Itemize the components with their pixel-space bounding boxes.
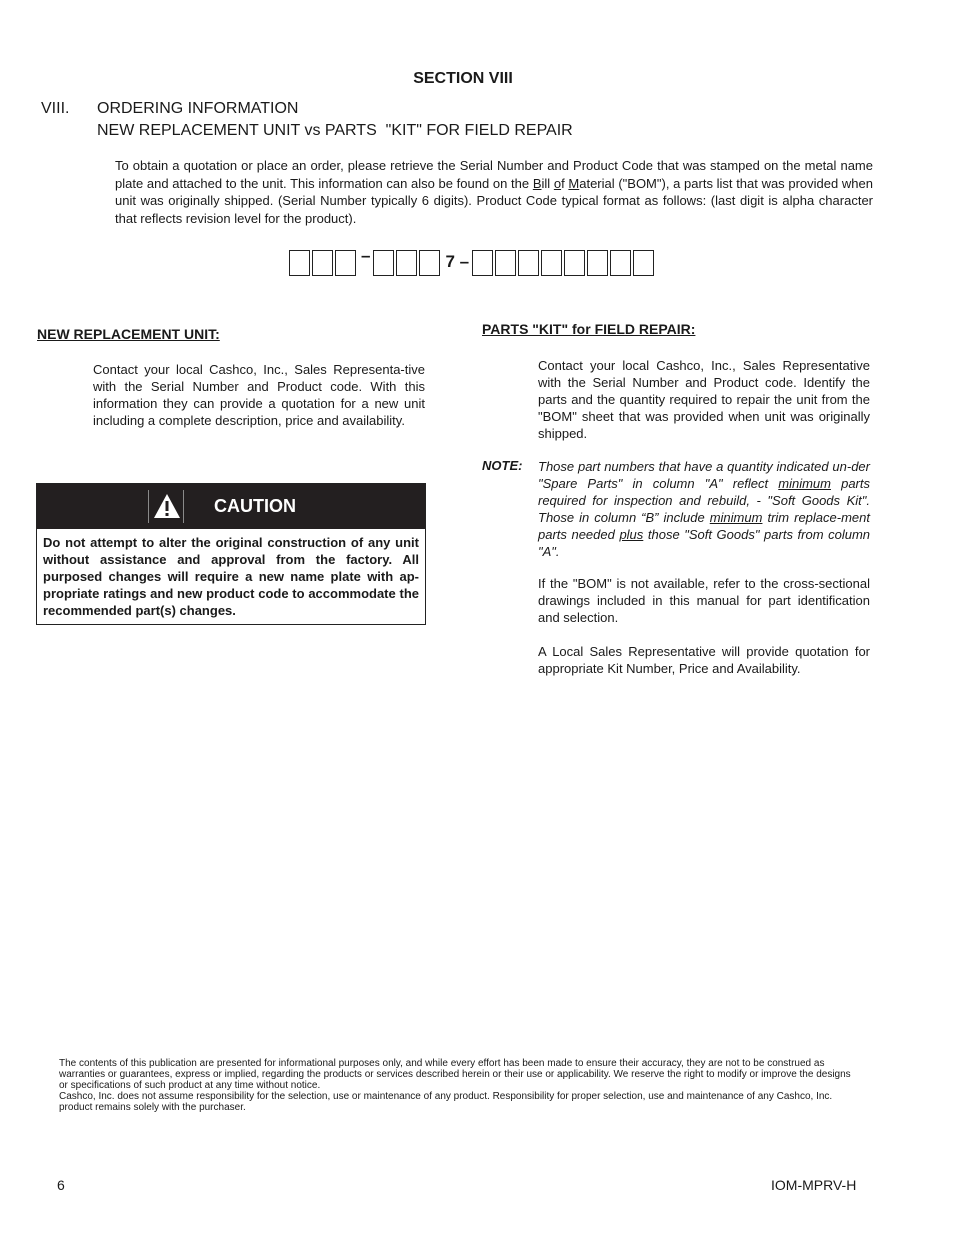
- code-digit-box: [373, 250, 394, 276]
- note-plus: plus: [619, 527, 644, 542]
- caution-header: [37, 484, 425, 529]
- note-minimum-2: minimum: [709, 510, 763, 525]
- parts-kit-body: Contact your local Cashco, Inc., Sales Representative with the Serial Number and Product code. Identify the parts and the quantity required to repair the unit from the "BOM" sheet that was provided when unit was originally shipped.: [538, 358, 870, 441]
- caution-divider-right: [183, 490, 184, 523]
- code-digit-box: [289, 250, 310, 276]
- intro-text: To obtain a quotation or place an order, please retrieve the Serial Number and Product Code that was stamped on the metal name plate and attached to the unit. This information can also be found on the: [115, 158, 873, 191]
- bill-b: B: [532, 175, 542, 191]
- intro-paragraph: [115, 157, 873, 227]
- material-m: M: [568, 175, 580, 191]
- note-text-4: those "Soft Goods" parts from column "A".: [538, 527, 870, 559]
- sales-rep-paragraph: A Local Sales Representative will provide quotation for appropriate Kit Number, Price and Availability.: [538, 644, 870, 676]
- code-digit-box: [419, 250, 440, 276]
- heading-number: VIII.: [41, 100, 70, 117]
- of-o: o: [553, 175, 562, 191]
- note-minimum-1: minimum: [778, 476, 831, 491]
- new-replacement-unit-body: Contact your local Cashco, Inc., Sales Representa-tive with the Serial Number and Product code. With this information they can provide a quotation for a new unit including a complete description, price and availability.: [93, 362, 425, 428]
- note-text-1: Those part numbers that have a quantity indicated un-der "Spare Parts" in column "A" reflect: [538, 459, 870, 491]
- code-digit-box: [633, 250, 654, 276]
- disclaimer-line-1: The contents of this publication are presented for informational purposes only, and while every effort has been made to ensure their accuracy, they are not to be construed as warranties or guarantees, express or implied, regarding the products or services described herein or their use or applicability. We reserve the right to modify or improve the designs or specifications of such product at any time without notice.: [59, 1058, 851, 1091]
- code-digit-box: [335, 250, 356, 276]
- parts-kit-heading: PARTS "KIT" for FIELD REPAIR:: [482, 321, 696, 337]
- code-digit-box: [610, 250, 631, 276]
- caution-title: CAUTION: [214, 496, 296, 516]
- bill-rest: ill: [541, 175, 554, 191]
- code-digit-box: [396, 250, 417, 276]
- note-label: NOTE:: [482, 458, 523, 473]
- code-group-3: [472, 250, 656, 276]
- code-digit-box: [564, 250, 585, 276]
- code-separator-2: 7 –: [445, 252, 470, 271]
- material-rest: aterial ("BOM"), a parts list that was provided when unit was originally shipped. (Serial Number typically 6 digits). Product Code typical format as follows: (last digit is alpha character that reflects revision level for the product).: [115, 175, 874, 226]
- code-digit-box: [495, 250, 516, 276]
- document-code: IOM-MPRV-H: [771, 1177, 857, 1193]
- heading-ordering-information: ORDERING INFORMATION: [97, 100, 299, 117]
- code-separator-1: –: [361, 246, 371, 265]
- note-text-2: parts required for inspection and rebuild, - "Soft Goods Kit". Those in column “B” include: [538, 476, 870, 525]
- of-rest: f: [561, 175, 569, 191]
- code-digit-box: [472, 250, 493, 276]
- caution-divider-left: [148, 490, 149, 523]
- code-group-2: [373, 250, 442, 276]
- section-title: SECTION VIII: [413, 70, 513, 87]
- product-code-format: [289, 246, 656, 280]
- code-digit-box: [587, 250, 608, 276]
- heading-replacement-vs-kit: NEW REPLACEMENT UNIT vs PARTS "KIT" FOR FIELD REPAIR: [97, 122, 573, 139]
- note-text: [538, 458, 870, 560]
- warning-triangle-icon: [153, 493, 181, 519]
- code-digit-box: [518, 250, 539, 276]
- caution-body: Do not attempt to alter the original construction of any unit without assistance and approval from the factory. All purposed changes will require a new name plate with ap-propriate ratings and new product code to accommodate the recommended part(s) changes.: [43, 535, 419, 618]
- bom-not-available-paragraph: If the "BOM" is not available, refer to the cross-sectional drawings included in this manual for part identification and selection.: [538, 576, 870, 625]
- disclaimer-line-2: Cashco, Inc. does not assume responsibility for the selection, use or maintenance of any product. Responsibility for proper selection, use and maintenance of any Cashco, Inc. product remains solely with the purchaser.: [59, 1091, 833, 1113]
- code-digit-box: [541, 250, 562, 276]
- code-group-1: [289, 250, 358, 276]
- caution-box: [36, 483, 426, 625]
- page-number: 6: [57, 1177, 65, 1193]
- note-text-3: trim replace-ment parts needed: [538, 510, 870, 542]
- code-digit-box: [312, 250, 333, 276]
- disclaimer: [59, 1058, 859, 1113]
- new-replacement-unit-heading: NEW REPLACEMENT UNIT:: [37, 326, 220, 342]
